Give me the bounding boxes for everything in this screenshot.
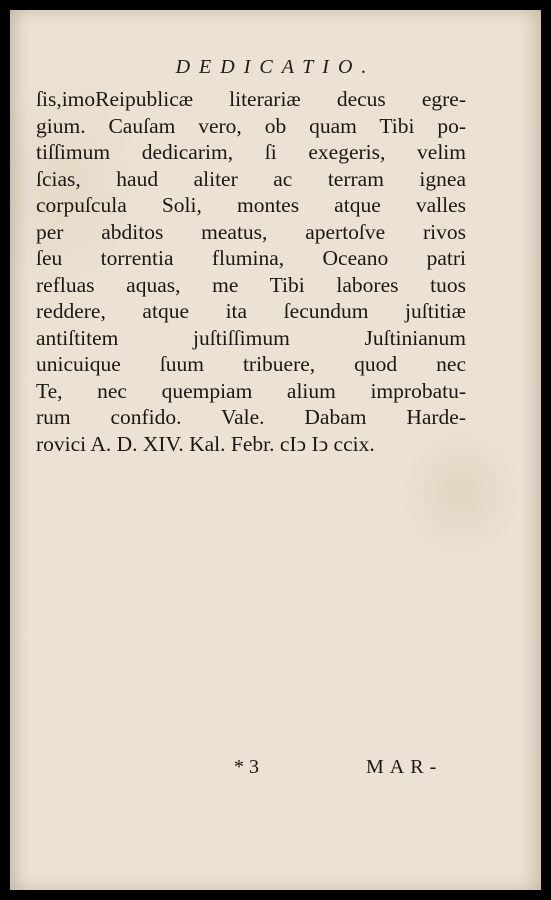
dedication-text bbox=[36, 86, 466, 457]
text-line: gium. Cauſam vero, ob quam Tibi po- bbox=[36, 113, 466, 138]
text-line: rum confido. Vale. Dabam Harde- bbox=[36, 405, 466, 429]
text-line: corpuſcula Soli, montes atque valles bbox=[36, 193, 466, 217]
running-header: DEDICATIO. bbox=[175, 56, 376, 78]
text-line: tiſſimum dedicarim, ſi exegeris, velim bbox=[36, 140, 466, 164]
catchword: MAR- bbox=[366, 756, 443, 778]
text-line: ſcias, haud aliter ac terram ignea bbox=[36, 166, 466, 191]
text-line: antiſtitem juſtiſſimum Juſtinianum bbox=[36, 325, 466, 350]
text-line: ſeu torrentia flumina, Oceano patri bbox=[36, 246, 466, 270]
signature-mark: * 3 bbox=[234, 756, 259, 778]
text-line: ſis,imoReipublicæ literariæ decus egre- bbox=[36, 87, 466, 111]
text-line-last: rovici A. D. XIV. Kal. Febr. cIↄ Iↄ ccix. bbox=[36, 431, 375, 456]
text-line: per abditos meatus, apertoſve rivos bbox=[36, 219, 466, 244]
text-line: Te, nec quempiam alium improbatu- bbox=[36, 378, 466, 403]
text-line: unicuique ſuum tribuere, quod nec bbox=[36, 352, 466, 376]
book-page bbox=[10, 10, 541, 890]
text-line: refluas aquas, me Tibi labores tuos bbox=[36, 272, 466, 297]
text-line: reddere, atque ita ſecundum juſtitiæ bbox=[36, 299, 466, 323]
